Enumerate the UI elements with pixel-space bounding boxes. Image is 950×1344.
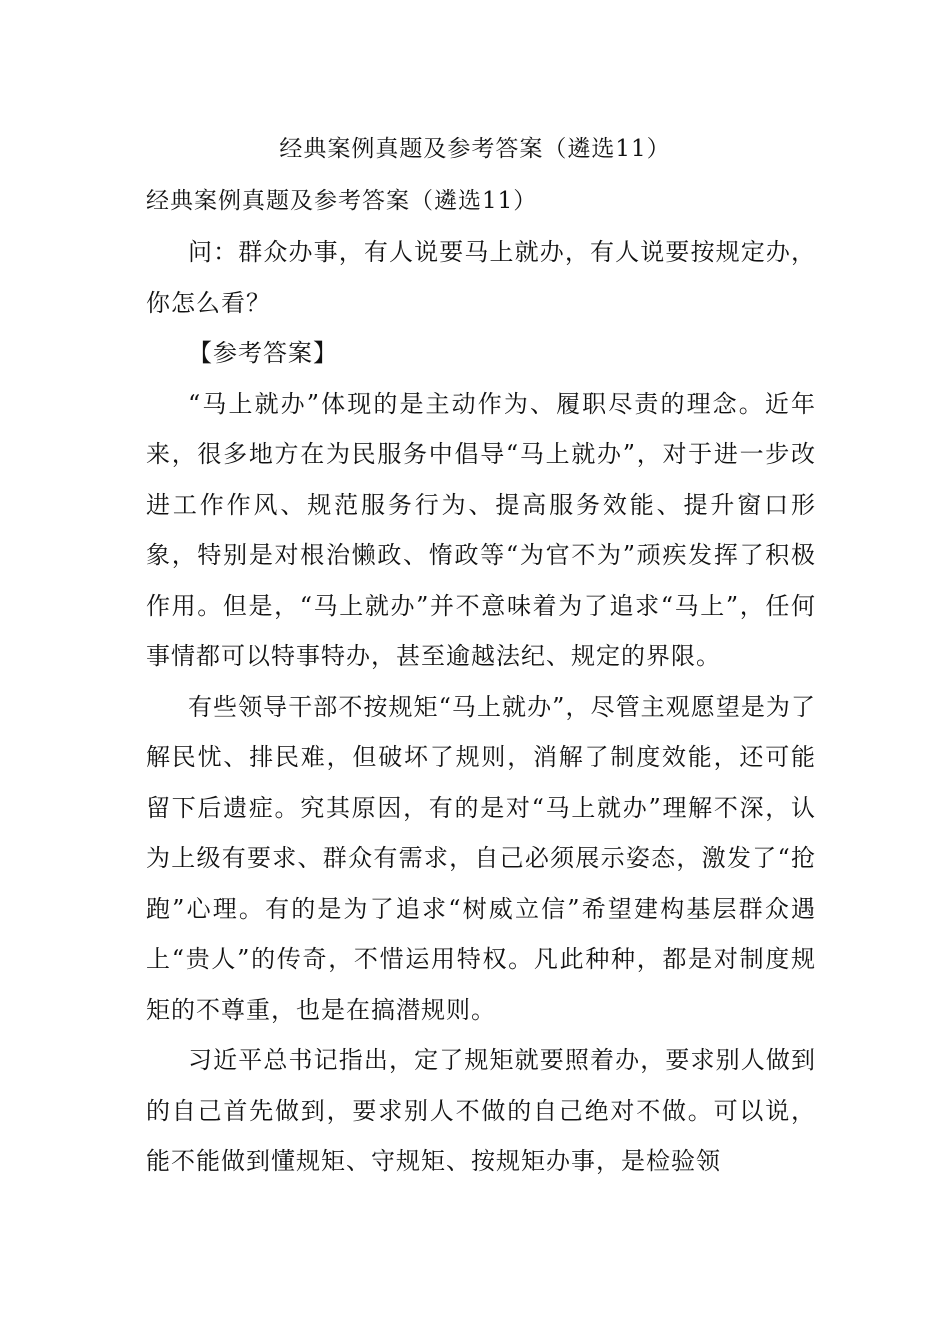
document-body (146, 181, 816, 1187)
answer-paragraph-1: “马上就办”体现的是主动作为、履职尽责的理念。近年来，很多地方在为民服务中倡导“马上就办”，对于进一步改进工作作风、规范服务行为、提高服务效能、提升窗口形象，特别是对根治懒政、惰政等“为官不为”顽疾发挥了积极作用。但是，“马上就办”并不意味着为了追求“马上”，任何事情都可以特事特办，甚至逾越法纪、规定的界限。 (146, 389, 816, 670)
document-title: 经典案例真题及参考答案（遴选11） (279, 136, 671, 162)
question-paragraph: 问：群众办事，有人说要马上就办，有人说要按规定办，你怎么看？ (146, 238, 816, 317)
document-subtitle: 经典案例真题及参考答案（遴选11） (146, 188, 538, 214)
answer-label: 【参考答案】 (188, 339, 338, 367)
answer-paragraph-3: 习近平总书记指出，定了规矩就要照着办，要求别人做到的自己首先做到，要求别人不做的自己绝对不做。可以说，能不能做到懂规矩、守规矩、按规矩办事，是检验领 (146, 1046, 816, 1175)
answer-paragraph-2: 有些领导干部不按规矩“马上就办”，尽管主观愿望是为了解民忧、排民难，但破坏了规则，消解了制度效能，还可能留下后遗症。究其原因，有的是对“马上就办”理解不深，认为上级有要求、群众有需求，自己必须展示姿态，激发了“抢跑”心理。有的是为了追求“树威立信”希望建构基层群众遇上“贵人”的传奇，不惜运用特权。凡此种种，都是对制度规矩的不尊重，也是在搞潜规则。 (146, 692, 816, 1024)
